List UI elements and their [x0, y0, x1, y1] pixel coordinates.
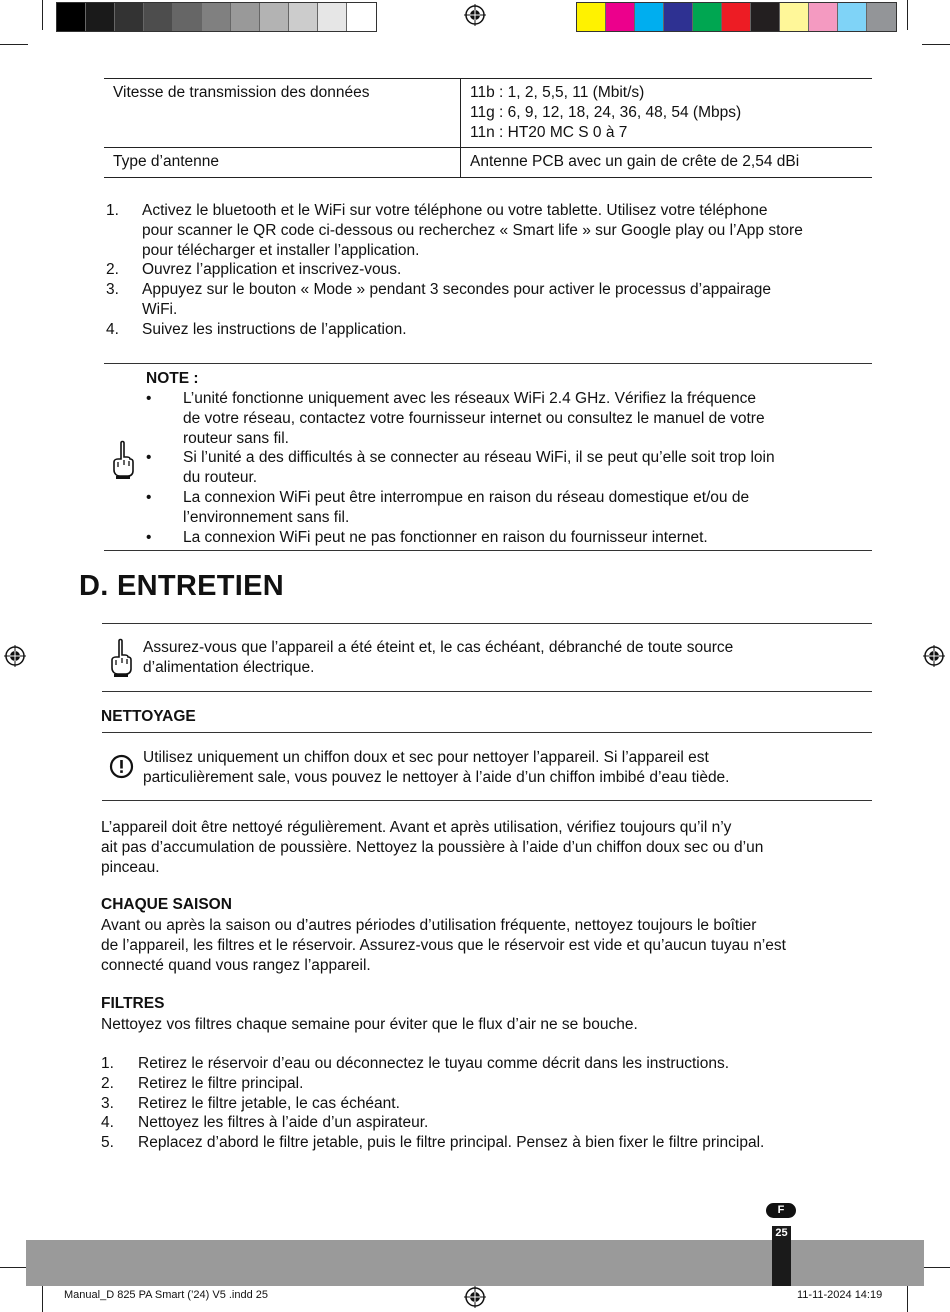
color-swatch [722, 3, 751, 31]
list-line: Replacez d’abord le filtre jetable, puis le filtre principal. Pensez à bien fixer le filtre principal. [138, 1134, 765, 1152]
list-line: pour scanner le QR code ci-dessous ou recherchez « Smart life » sur Google play ou l’App store [142, 221, 803, 239]
color-swatch [260, 3, 289, 31]
list-number: 4. [101, 1114, 114, 1132]
text-line: Avant ou après la saison ou d’autres périodes d’utilisation fréquente, nettoyez toujours le boîtier [101, 917, 757, 934]
list-item [146, 488, 872, 528]
process-color-bar [576, 2, 897, 32]
registration-mark-icon [923, 645, 945, 667]
color-swatch [606, 3, 635, 31]
list-item [106, 320, 876, 340]
list-line: La connexion WiFi peut ne pas fonctionner en raison du fournisseur internet. [183, 528, 708, 546]
color-swatch [809, 3, 838, 31]
list-line: Activez le bluetooth et le WiFi sur votre téléphone ou votre tablette. Utilisez votre téléphone [142, 202, 768, 219]
list-item [101, 1094, 873, 1114]
crop-mark [42, 1282, 43, 1312]
bullet-icon: • [146, 488, 152, 506]
list-number: 5. [101, 1134, 114, 1152]
color-swatch [838, 3, 867, 31]
color-swatch [231, 3, 260, 31]
color-swatch [635, 3, 664, 31]
list-item [101, 1133, 873, 1153]
setup-steps-list [106, 201, 876, 340]
table-row [104, 79, 872, 148]
list-line: de votre réseau, contactez votre fournisseur internet ou consultez le manuel de votre [183, 409, 765, 427]
list-line: Suivez les instructions de l’application. [142, 320, 407, 338]
registration-mark-icon [464, 4, 486, 26]
page-number: 25 [775, 1227, 788, 1239]
text-line: pinceau. [101, 858, 160, 876]
color-swatch [693, 3, 722, 31]
gray-color-bar [56, 2, 377, 32]
list-line: Appuyez sur le bouton « Mode » pendant 3 secondes pour activer le processus d’appairage [142, 281, 772, 299]
table-cell-label: Vitesse de transmission des données [104, 79, 461, 148]
list-item [146, 528, 872, 548]
list-item [101, 1074, 873, 1094]
language-tab: F [766, 1203, 796, 1218]
crop-mark [907, 0, 908, 30]
color-swatch [867, 3, 896, 31]
table-value-line: 11n : HT20 MC S 0 à 7 [470, 123, 628, 141]
pointing-hand-icon [110, 440, 136, 480]
text-line: Utilisez uniquement un chiffon doux et sec pour nettoyer l’appareil. Si l’appareil est [143, 749, 709, 766]
date-slug: 11-11-2024 14:19 [797, 1289, 883, 1301]
list-line: du routeur. [183, 469, 258, 487]
text-line: connecté quand vous rangez l’appareil. [101, 956, 371, 974]
crop-mark [907, 1282, 908, 1312]
divider [102, 623, 872, 624]
list-line: routeur sans fil. [183, 429, 289, 447]
table-value-line: 11g : 6, 9, 12, 18, 24, 36, 48, 54 (Mbps) [470, 103, 742, 121]
crop-mark [0, 44, 28, 45]
list-number: 2. [101, 1074, 114, 1092]
list-item [106, 201, 876, 260]
file-slug: Manual_D 825 PA Smart (’24) V5 .indd 25 [64, 1289, 269, 1301]
table-cell-label: Type d’antenne [104, 148, 461, 178]
crop-mark [922, 1267, 950, 1268]
list-line: Retirez le filtre jetable, le cas échéant. [138, 1094, 400, 1112]
caution-text [143, 748, 873, 788]
registration-mark-icon [4, 645, 26, 667]
list-line: pour télécharger et installer l’application. [142, 241, 420, 259]
text-line: particulièrement sale, vous pouvez le nettoyer à l’aide d’un chiffon imbibé d’eau tiède. [143, 768, 730, 786]
color-swatch [57, 3, 86, 31]
section-title: D. ENTRETIEN [79, 570, 284, 602]
color-swatch [347, 3, 376, 31]
list-number: 1. [106, 202, 119, 219]
cleaning-heading: NETTOYAGE [101, 708, 196, 725]
color-swatch [86, 3, 115, 31]
bullet-icon: • [146, 390, 152, 407]
color-swatch [318, 3, 347, 31]
season-heading: CHAQUE SAISON [101, 896, 232, 913]
list-line: Ouvrez l’application et inscrivez-vous. [142, 261, 402, 279]
color-swatch [115, 3, 144, 31]
warning-text [143, 638, 873, 678]
table-value-line: Antenne PCB avec un gain de crête de 2,54 dBi [470, 153, 800, 171]
filters-paragraph: Nettoyez vos filtres chaque semaine pour éviter que le flux d’air ne se bouche. [101, 1016, 638, 1033]
bullet-icon: • [146, 449, 152, 467]
list-line: L’unité fonctionne uniquement avec les réseaux WiFi 2.4 GHz. Vérifiez la fréquence [183, 390, 756, 407]
list-item [106, 260, 876, 280]
color-swatch [144, 3, 173, 31]
registration-mark-icon [464, 1286, 486, 1308]
cleaning-paragraph [101, 818, 873, 877]
color-swatch [780, 3, 809, 31]
list-number: 3. [101, 1094, 114, 1112]
list-number: 3. [106, 281, 119, 299]
color-swatch [751, 3, 780, 31]
divider [104, 363, 872, 364]
color-swatch [202, 3, 231, 31]
color-swatch [173, 3, 202, 31]
color-swatch [664, 3, 693, 31]
list-line: Retirez le filtre principal. [138, 1074, 304, 1092]
list-item [101, 1054, 873, 1074]
note-bullet-list [146, 389, 872, 547]
spec-table [104, 78, 872, 178]
text-line: ait pas d’accumulation de poussière. Nettoyez la poussière à l’aide d’un chiffon doux sec ou d’un [101, 838, 764, 856]
list-item [101, 1113, 873, 1133]
crop-mark [922, 44, 950, 45]
note-title: NOTE : [146, 370, 199, 387]
list-number: 2. [106, 261, 119, 279]
divider [102, 691, 872, 692]
list-line: Nettoyez les filtres à l’aide d’un aspirateur. [138, 1114, 429, 1132]
list-line: La connexion WiFi peut être interrompue en raison du réseau domestique et/ou de [183, 488, 750, 506]
pointing-hand-icon [108, 638, 134, 678]
color-swatch [577, 3, 606, 31]
divider [104, 550, 872, 551]
list-number: 4. [106, 320, 119, 338]
text-line: L’appareil doit être nettoyé régulièrement. Avant et après utilisation, vérifiez toujours qu’il n’y [101, 819, 732, 836]
crop-mark [42, 0, 43, 30]
list-line: l’environnement sans fil. [183, 508, 350, 526]
list-item [106, 280, 876, 320]
text-line: Assurez-vous que l’appareil a été éteint et, le cas échéant, débranché de toute source [143, 639, 734, 656]
season-paragraph [101, 916, 873, 975]
divider [102, 800, 872, 801]
list-line: WiFi. [142, 300, 178, 318]
list-number: 1. [101, 1055, 114, 1072]
list-item [146, 448, 872, 488]
table-cell-value [461, 148, 873, 178]
table-value-line: 11b : 1, 2, 5,5, 11 (Mbit/s) [470, 84, 645, 101]
caution-icon [109, 754, 134, 779]
divider [102, 732, 872, 733]
list-line: Si l’unité a des difficultés à se connecter au réseau WiFi, il se peut qu’elle soit trop loin [183, 449, 775, 467]
table-row [104, 148, 872, 178]
color-swatch [289, 3, 318, 31]
filters-heading: FILTRES [101, 995, 165, 1012]
bullet-icon: • [146, 528, 152, 546]
table-cell-value [461, 79, 873, 148]
text-line: de l’appareil, les filtres et le réservoir. Assurez-vous que le réservoir est vide et qu’aucun tuyau n’est [101, 936, 786, 954]
list-line: Retirez le réservoir d’eau ou déconnectez le tuyau comme décrit dans les instructions. [138, 1055, 730, 1072]
crop-mark [0, 1267, 28, 1268]
filter-steps-list [101, 1054, 873, 1153]
text-line: d’alimentation électrique. [143, 658, 315, 676]
list-item [146, 389, 872, 448]
